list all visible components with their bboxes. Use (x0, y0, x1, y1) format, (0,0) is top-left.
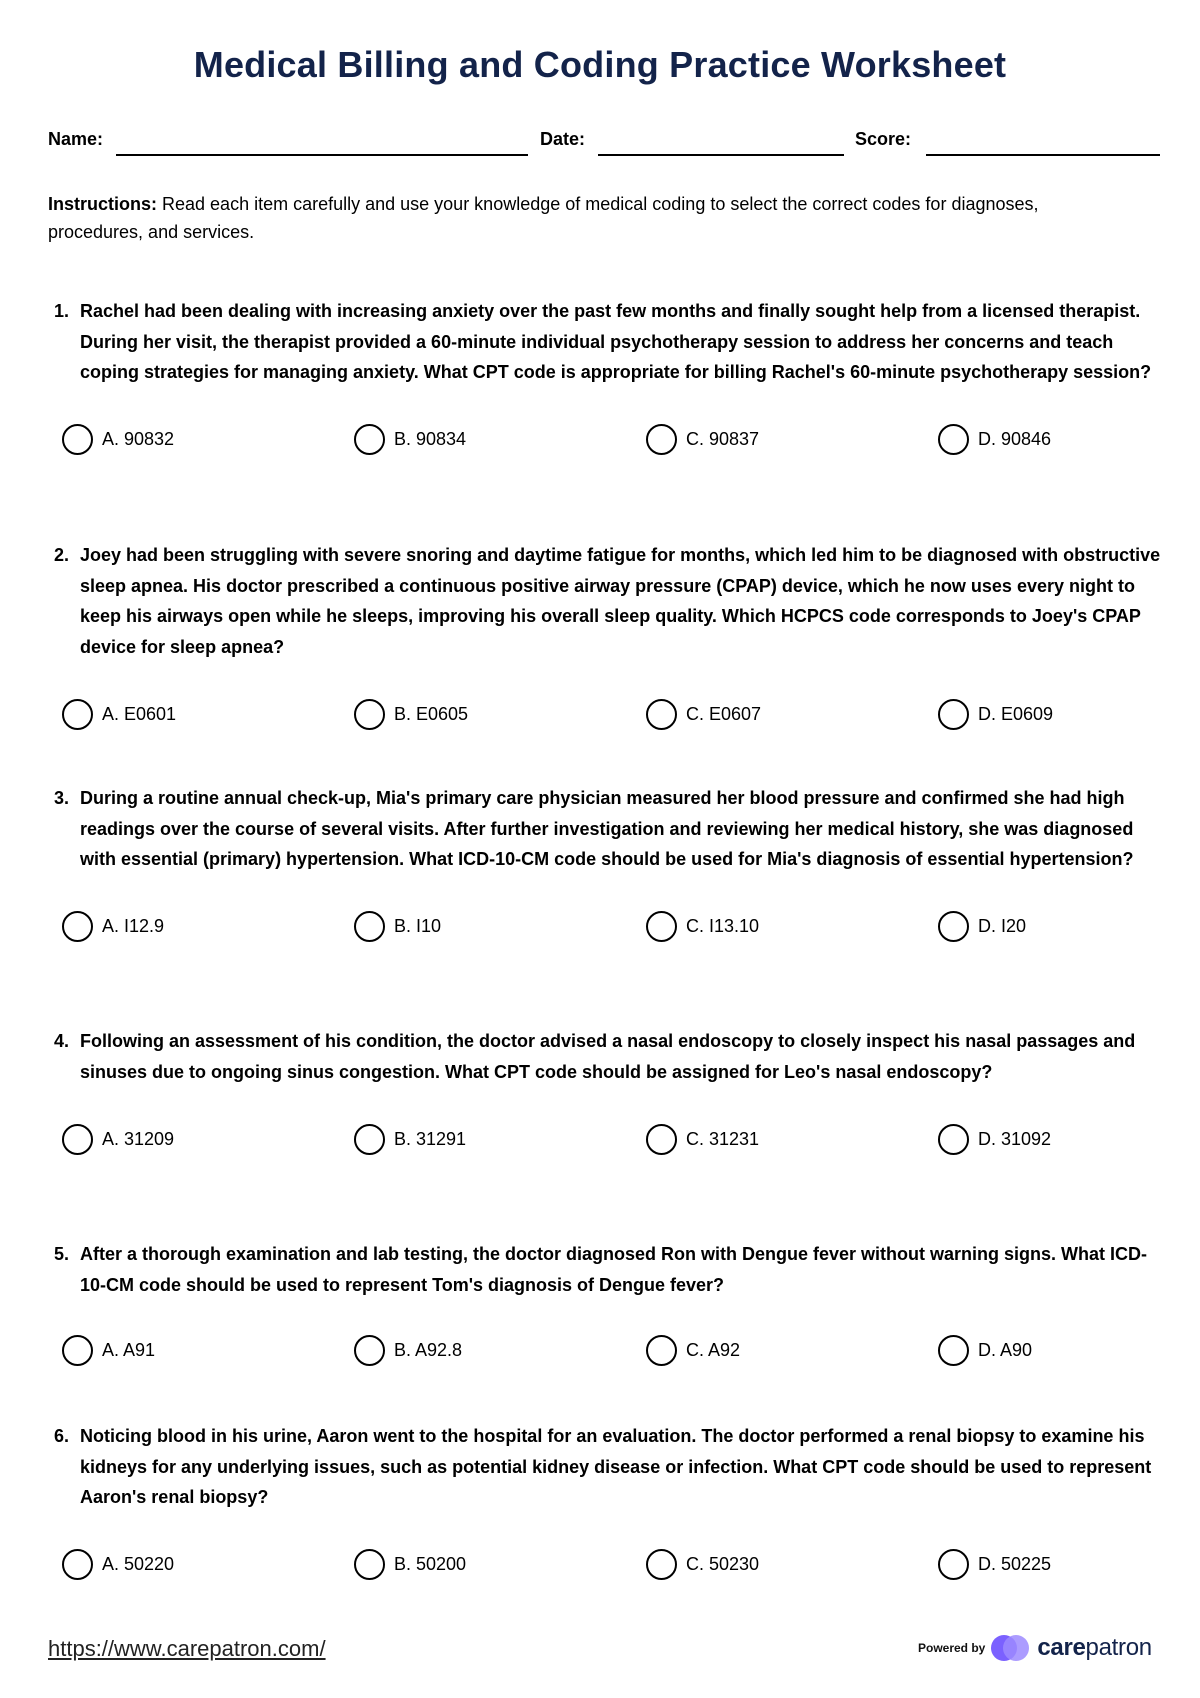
carepatron-link[interactable]: https://www.carepatron.com/ (48, 1636, 326, 1661)
question-number: 5. (54, 1244, 70, 1264)
question-3 (54, 783, 1164, 947)
option-c[interactable] (646, 1330, 740, 1370)
question-text (54, 1026, 1162, 1087)
instructions-label: Instructions: (48, 194, 158, 214)
powered-by-carepatron[interactable] (918, 1628, 1168, 1668)
answer-options (54, 1330, 1164, 1370)
answer-options (54, 694, 1164, 734)
option-label: C. 31231 (686, 1128, 760, 1149)
question-body: Following an assessment of his condition, the doctor advised a nasal endoscopy to closely inspect his nasal passages and sinuses due to ongoing sinus congestion. What CPT code should be assigned for Leo's nasal endoscopy? (80, 1031, 1136, 1082)
radio-button[interactable] (646, 1549, 677, 1580)
question-text (54, 540, 1170, 662)
option-a[interactable] (62, 420, 174, 460)
radio-button[interactable] (938, 1549, 969, 1580)
instructions-text: Read each item carefully and use your knowledge of medical coding to select the correct codes for diagnoses, procedures, and services. (48, 194, 1039, 242)
option-c[interactable] (646, 907, 759, 947)
date-field[interactable] (598, 154, 844, 156)
brand-name-bold: care (1037, 1634, 1086, 1661)
option-d[interactable] (938, 694, 1053, 734)
date-label: Date: (540, 129, 586, 149)
option-label: D. 90846 (978, 429, 1052, 449)
option-b[interactable] (354, 1330, 462, 1370)
option-label: B. 90834 (394, 429, 467, 449)
radio-button[interactable] (354, 1124, 385, 1155)
option-label: D. E0609 (978, 703, 1054, 724)
radio-button[interactable] (62, 911, 93, 942)
option-label: C. A92 (686, 1339, 741, 1360)
powered-by-label: Powered by (918, 1641, 986, 1655)
option-label: D. I20 (978, 916, 1027, 936)
option-label: C. 90837 (686, 429, 760, 449)
option-label: D. A90 (978, 1339, 1033, 1360)
radio-button[interactable] (62, 699, 93, 730)
radio-button[interactable] (62, 1335, 93, 1366)
radio-button[interactable] (938, 911, 969, 942)
header-fields (48, 124, 1160, 158)
question-number: 2. (54, 545, 70, 565)
option-label: A. 90832 (102, 429, 175, 449)
radio-button[interactable] (646, 424, 677, 455)
radio-button[interactable] (938, 699, 969, 730)
option-b[interactable] (354, 420, 466, 460)
option-b[interactable] (354, 1119, 466, 1159)
radio-button[interactable] (354, 424, 385, 455)
answer-options (54, 1545, 1164, 1585)
option-a[interactable] (62, 1545, 174, 1585)
answer-options (54, 907, 1164, 947)
question-number: 1. (54, 301, 70, 321)
brand-name-rest: patron (1085, 1634, 1152, 1661)
question-body: Rachel had been dealing with increasing anxiety over the past few months and finally sought help from a licensed therapist. During her visit, the therapist provided a 60-minute individual psychotherapy session to address her concerns and teach coping strategies for managing anxiety. What CPT code is appropriate for billing Rachel's 60-minute psychotherapy session? (80, 301, 1152, 382)
option-label: B. 31291 (394, 1128, 467, 1149)
instructions (48, 190, 1088, 246)
question-5 (54, 1239, 1164, 1370)
option-label: A. I12.9 (102, 916, 165, 936)
option-d[interactable] (938, 1545, 1051, 1585)
radio-button[interactable] (646, 1335, 677, 1366)
radio-button[interactable] (354, 699, 385, 730)
score-label: Score: (855, 129, 912, 149)
radio-button[interactable] (938, 424, 969, 455)
option-c[interactable] (646, 694, 761, 734)
option-a[interactable] (62, 1119, 174, 1159)
option-a[interactable] (62, 694, 176, 734)
option-label: C. I13.10 (686, 916, 760, 936)
question-6 (54, 1421, 1164, 1585)
question-text (54, 783, 1162, 875)
question-1 (54, 296, 1164, 460)
radio-button[interactable] (62, 1124, 93, 1155)
radio-button[interactable] (938, 1335, 969, 1366)
radio-button[interactable] (354, 1335, 385, 1366)
option-d[interactable] (938, 1119, 1051, 1159)
radio-button[interactable] (62, 424, 93, 455)
option-label: B. I10 (394, 916, 442, 936)
answer-options (54, 420, 1164, 460)
option-c[interactable] (646, 1119, 759, 1159)
option-label: A. A91 (102, 1339, 156, 1360)
question-text (54, 296, 1166, 388)
question-body: During a routine annual check-up, Mia's primary care physician measured her blood pressure and confirmed she had high readings over the course of several visits. After further investigation and reviewing her medical history, she was diagnosed with essential (primary) hypertension. What ICD-10-CM code should be used for Mia's diagnosis of essential hypertension? (80, 788, 1134, 869)
option-a[interactable] (62, 907, 164, 947)
option-label: A. 31209 (102, 1128, 175, 1149)
name-label: Name: (48, 129, 104, 149)
question-2 (54, 540, 1164, 734)
answer-options (54, 1119, 1164, 1159)
question-number: 3. (54, 788, 70, 808)
worksheet-title: Medical Billing and Coding Practice Worksheet (193, 44, 1007, 85)
option-d[interactable] (938, 1330, 1032, 1370)
option-label: A. E0601 (102, 703, 177, 724)
score-field[interactable] (926, 154, 1160, 156)
question-body: Noticing blood in his urine, Aaron went to the hospital for an evaluation. The doctor performed a renal biopsy to examine his kidneys for any underlying issues, such as potential kidney disease or infection. What CPT code should be used to represent Aaron's renal biopsy? (80, 1426, 1152, 1507)
option-label: D. 31092 (978, 1128, 1052, 1149)
option-label: D. 50225 (978, 1554, 1052, 1574)
option-c[interactable] (646, 1545, 759, 1585)
brand-name (1037, 1634, 1151, 1662)
radio-button[interactable] (646, 699, 677, 730)
question-text (54, 1239, 1150, 1300)
name-field[interactable] (116, 154, 528, 156)
question-number: 6. (54, 1426, 70, 1446)
question-text (54, 1421, 1190, 1513)
option-a[interactable] (62, 1330, 155, 1370)
radio-button[interactable] (646, 911, 677, 942)
option-d[interactable] (938, 907, 1026, 947)
question-number: 4. (54, 1031, 70, 1051)
option-label: B. 50200 (394, 1554, 467, 1574)
option-b[interactable] (354, 694, 468, 734)
option-d[interactable] (938, 420, 1051, 460)
option-label: A. 50220 (102, 1554, 175, 1574)
question-body: After a thorough examination and lab testing, the doctor diagnosed Ron with Dengue fever without warning signs. What ICD-10-CM code should be used to represent Tom's diagnosis of Dengue fever? (80, 1244, 1148, 1295)
radio-button[interactable] (62, 1549, 93, 1580)
carepatron-logo-icon (991, 1631, 1031, 1665)
radio-button[interactable] (354, 911, 385, 942)
question-4 (54, 1026, 1164, 1159)
option-b[interactable] (354, 1545, 466, 1585)
radio-button[interactable] (938, 1124, 969, 1155)
option-b[interactable] (354, 907, 441, 947)
option-label: C. 50230 (686, 1554, 760, 1574)
option-label: B. E0605 (394, 703, 469, 724)
option-label: C. E0607 (686, 703, 762, 724)
radio-button[interactable] (354, 1549, 385, 1580)
question-body: Joey had been struggling with severe snoring and daytime fatigue for months, which led him to be diagnosed with obstructive sleep apnea. His doctor prescribed a continuous positive airway pressure (CPAP) device, which he now uses every night to keep his airways open while he sleeps, improving his overall sleep quality. Which HCPCS code corresponds to Joey's CPAP device for sleep apnea? (80, 545, 1161, 657)
option-label: B. A92.8 (394, 1339, 463, 1360)
radio-button[interactable] (646, 1124, 677, 1155)
option-c[interactable] (646, 420, 759, 460)
